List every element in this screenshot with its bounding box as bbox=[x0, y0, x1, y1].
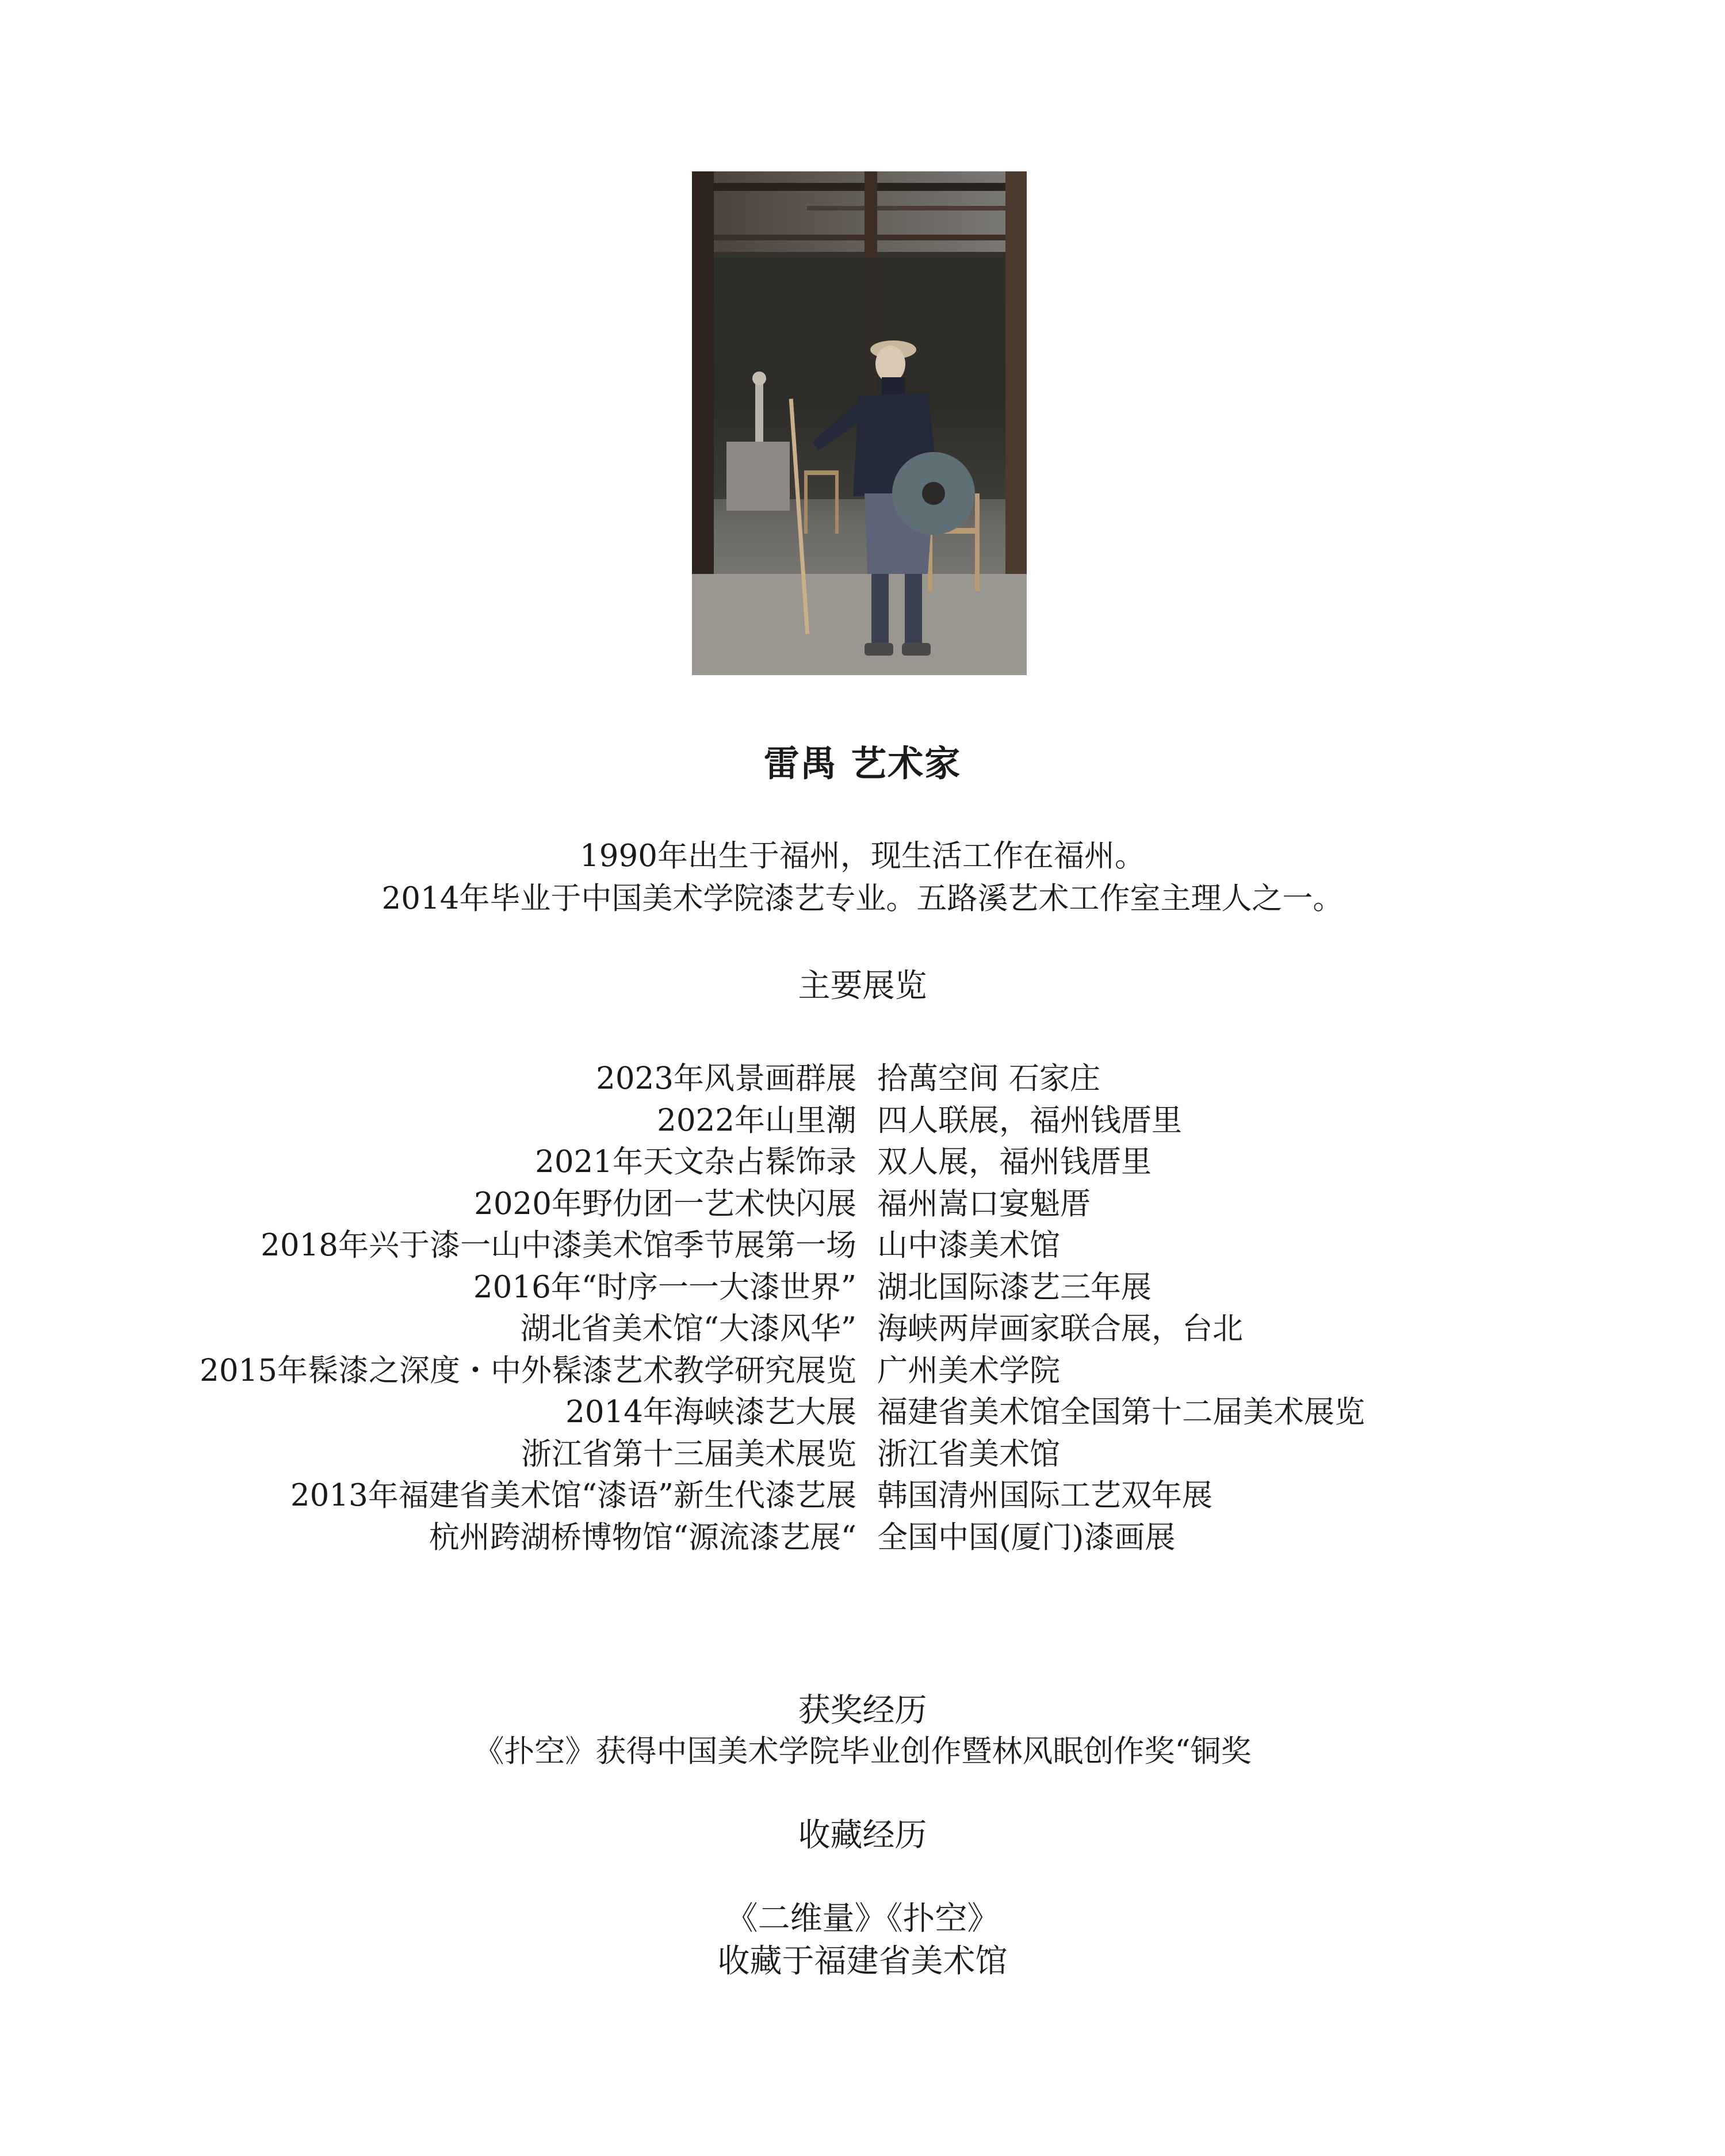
collection-location: 收藏于福建省美术馆 bbox=[717, 1943, 1008, 1980]
exhibition-row bbox=[0, 1058, 1725, 1100]
exhibition-row bbox=[0, 1434, 1725, 1476]
exhibition-venue: 双人展，福州钱厝里 bbox=[877, 1144, 1152, 1180]
exhibition-title: 浙江省第十三届美术展览 bbox=[521, 1436, 856, 1472]
exhibition-row bbox=[0, 1142, 1725, 1184]
exhibition-row bbox=[0, 1267, 1725, 1309]
exhibition-title: 湖北省美术馆“大漆风华” bbox=[520, 1311, 856, 1346]
collection-heading: 收藏经历 bbox=[798, 1817, 927, 1854]
exhibitions-heading: 主要展览 bbox=[798, 967, 927, 1005]
exhibition-title: 2016年“时序一一大漆世界” bbox=[473, 1269, 856, 1305]
bio-line-birth: 1990年出生于福州，现生活工作在福州。 bbox=[580, 838, 1145, 874]
awards-heading: 获奖经历 bbox=[798, 1692, 927, 1729]
exhibition-row bbox=[0, 1475, 1725, 1517]
exhibition-venue: 广州美术学院 bbox=[877, 1353, 1060, 1388]
exhibition-row bbox=[0, 1392, 1725, 1434]
exhibition-row bbox=[0, 1184, 1725, 1226]
exhibition-row bbox=[0, 1517, 1725, 1559]
exhibition-venue: 湖北国际漆艺三年展 bbox=[877, 1269, 1152, 1305]
bio-line-education: 2014年毕业于中国美术学院漆艺专业。五路溪艺术工作室主理人之一。 bbox=[381, 881, 1344, 916]
portrait-image bbox=[692, 171, 1027, 675]
collected-works: 《二维量》《扑空》 bbox=[725, 1900, 1000, 1937]
exhibitions-list bbox=[0, 1058, 1725, 1558]
exhibition-venue: 韩国清州国际工艺双年展 bbox=[877, 1478, 1213, 1513]
exhibition-venue: 全国中国(厦门)漆画展 bbox=[877, 1519, 1176, 1555]
exhibition-title: 2013年福建省美术馆“漆语”新生代漆艺展 bbox=[290, 1478, 856, 1513]
exhibition-row bbox=[0, 1100, 1725, 1142]
artist-name-title: 雷禺 艺术家 bbox=[763, 742, 962, 784]
exhibition-row bbox=[0, 1308, 1725, 1350]
exhibition-title: 2022年山里潮 bbox=[657, 1102, 856, 1138]
artist-portrait-photo bbox=[692, 171, 1027, 675]
exhibition-venue: 福建省美术馆全国第十二届美术展览 bbox=[877, 1395, 1365, 1430]
exhibition-venue: 浙江省美术馆 bbox=[877, 1436, 1060, 1472]
exhibition-venue: 四人联展，福州钱厝里 bbox=[877, 1102, 1182, 1138]
exhibition-venue: 山中漆美术馆 bbox=[877, 1228, 1060, 1263]
exhibition-venue: 海峡两岸画家联合展，台北 bbox=[877, 1311, 1243, 1346]
exhibition-title: 2021年天文杂占髹饰录 bbox=[535, 1144, 856, 1180]
award-item: 《扑空》获得中国美术学院毕业创作暨林风眠创作奖“铜奖 bbox=[473, 1734, 1252, 1769]
exhibition-title: 2020年野仂团一艺术快闪展 bbox=[474, 1186, 856, 1221]
exhibition-venue: 福州嵩口宴魁厝 bbox=[877, 1186, 1091, 1221]
exhibition-venue: 拾萬空间 石家庄 bbox=[877, 1061, 1100, 1096]
exhibition-row bbox=[0, 1225, 1725, 1267]
exhibition-row bbox=[0, 1350, 1725, 1392]
exhibition-title: 2015年髹漆之深度・中外髹漆艺术教学研究展览 bbox=[200, 1353, 856, 1388]
exhibition-title: 2018年兴于漆一山中漆美术馆季节展第一场 bbox=[261, 1228, 856, 1263]
exhibition-title: 杭州跨湖桥博物馆“源流漆艺展“ bbox=[429, 1519, 856, 1555]
exhibition-title: 2014年海峡漆艺大展 bbox=[565, 1395, 856, 1430]
exhibition-title: 2023年风景画群展 bbox=[596, 1061, 856, 1096]
